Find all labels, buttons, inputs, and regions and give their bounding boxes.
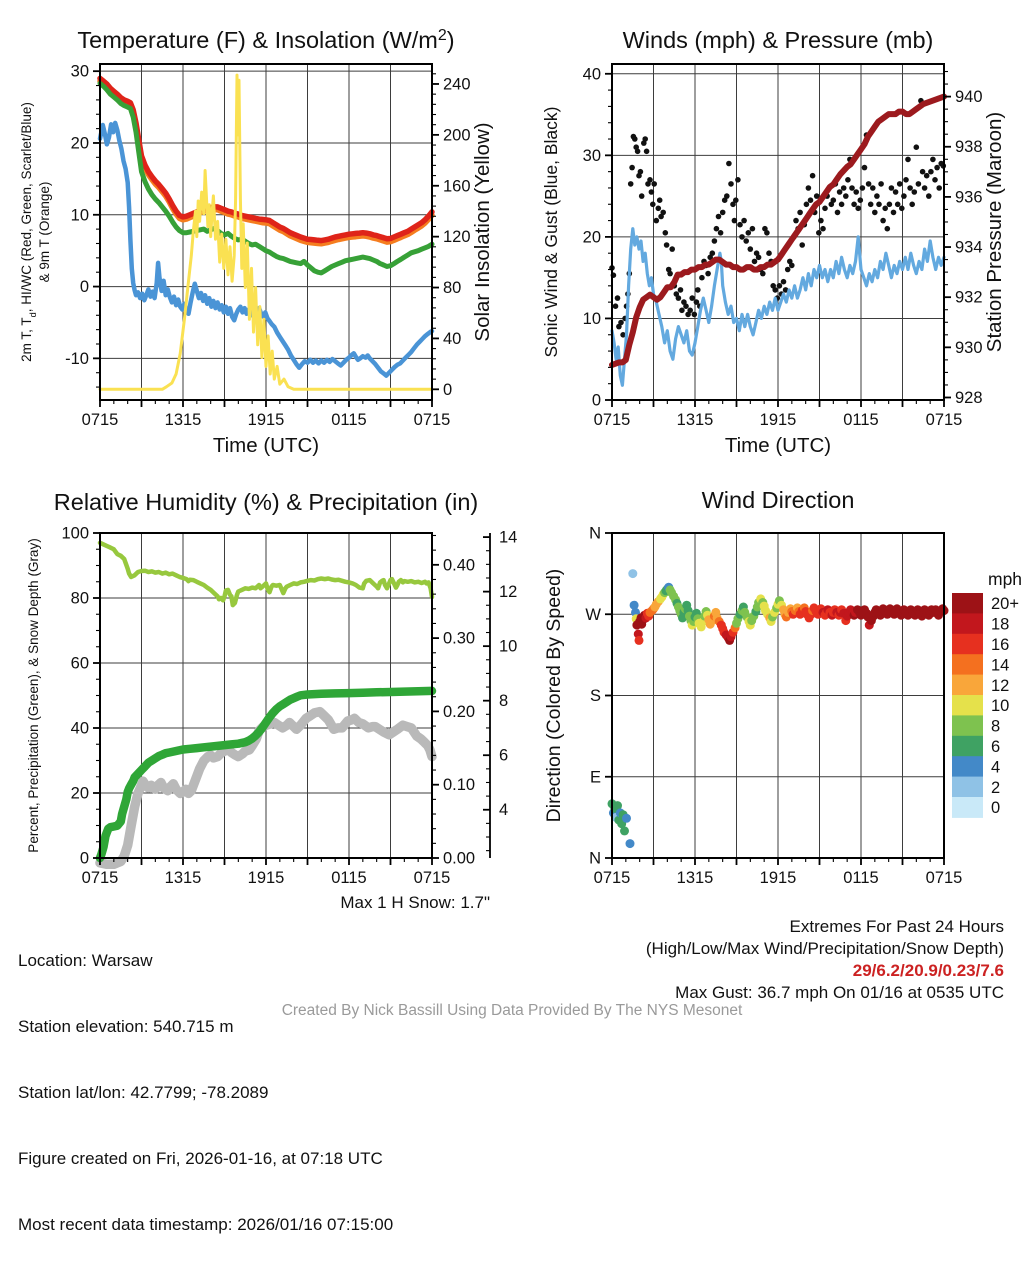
legend-label-4: 4 bbox=[991, 758, 1001, 777]
wind-pressure-chart-ytick: 932 bbox=[955, 288, 983, 307]
legend-swatch-14 bbox=[952, 654, 983, 675]
humidity-precip-chart-ytick: 8 bbox=[499, 692, 509, 711]
wind-direction-chart-ytick: E bbox=[589, 768, 601, 787]
wind-direction-chart bbox=[543, 487, 962, 887]
temp-insolation-chart-ytick: 160 bbox=[443, 177, 471, 196]
wind-pressure-chart-ytick: 938 bbox=[955, 138, 983, 157]
humidity-precip-chart-ytick: 0.30 bbox=[443, 629, 476, 648]
temp-insolation-chart-axis-label: & 9m T (Orange) bbox=[37, 181, 52, 283]
temp-insolation-chart-ytick: 10 bbox=[70, 206, 89, 225]
temp-insolation-chart-ytick: 30 bbox=[70, 62, 89, 81]
temp-insolation-chart bbox=[19, 27, 494, 457]
legend-label-2: 2 bbox=[991, 778, 1001, 797]
wind-direction-chart-xtick: 0715 bbox=[593, 869, 631, 887]
speed-colorbar-legend bbox=[952, 569, 1022, 818]
humidity-precip-chart-xtick: 1915 bbox=[247, 869, 285, 887]
temp-insolation-chart-axis-label: Solar Insolation (Yellow) bbox=[471, 122, 494, 342]
humidity-precip-chart-ytick: 0 bbox=[79, 849, 89, 868]
humidity-precip-chart-ytick: 0.00 bbox=[443, 849, 476, 868]
legend-label-6: 6 bbox=[991, 738, 1001, 756]
legend-label-0: 0 bbox=[991, 799, 1001, 818]
legend-label-10: 10 bbox=[991, 697, 1010, 716]
humidity-precip-chart-ytick: 12 bbox=[499, 583, 518, 602]
humidity-precip-chart-ytick: 100 bbox=[61, 524, 89, 543]
temp-insolation-chart-title: Temperature (F) & Insolation $(W/m^2)$ bbox=[77, 27, 455, 53]
humidity-precip-chart bbox=[26, 489, 517, 887]
humidity-precip-chart-ytick: 0.20 bbox=[443, 702, 476, 721]
temp-insolation-chart-ytick: 0 bbox=[79, 278, 89, 297]
location-line: Location: Warsaw bbox=[18, 951, 153, 970]
legend-swatch-18 bbox=[952, 613, 983, 634]
humidity-precip-chart-axis-label: Percent, Precipitation (Green), & Snow Depth (Gray) bbox=[26, 538, 41, 853]
credit-line: Created By Nick Bassill Using Data Provided By The NYS Mesonet bbox=[281, 1002, 743, 1019]
humidity-precip-chart-ytick: 40 bbox=[70, 719, 89, 738]
humidity-precip-chart-xtick: 0715 bbox=[413, 869, 451, 887]
wind-pressure-chart-xtick: 0115 bbox=[843, 411, 879, 429]
humidity-precip-chart-ytick: 20 bbox=[70, 784, 89, 803]
wind-direction-chart-xtick: 1915 bbox=[759, 869, 797, 887]
temp-insolation-chart-ytick: 200 bbox=[443, 126, 471, 145]
wind-pressure-chart-ytick: 30 bbox=[582, 146, 601, 165]
humidity-precip-chart-xtick: 0115 bbox=[331, 869, 367, 887]
wind-pressure-chart-xtick: 1915 bbox=[759, 411, 797, 429]
wind-direction-chart-xtick: 0715 bbox=[925, 869, 963, 887]
wind-pressure-chart bbox=[541, 27, 1006, 457]
temp-insolation-chart-xtick: 1315 bbox=[164, 411, 202, 429]
legend-swatch-20+ bbox=[952, 593, 983, 614]
legend-swatch-16 bbox=[952, 634, 983, 655]
temp-insolation-chart-ytick: 20 bbox=[70, 134, 89, 153]
legend-label-20+: 20+ bbox=[991, 595, 1019, 614]
humidity-precip-chart-ytick: 60 bbox=[70, 654, 89, 673]
wind-pressure-chart-axis-label: Sonic Wind & Gust (Blue, Black) bbox=[541, 106, 561, 358]
temp-insolation-chart-ytick: 40 bbox=[443, 329, 462, 348]
temp-insolation-chart-xlabel: Time (UTC) bbox=[212, 434, 320, 457]
temp-insolation-chart-xtick: 0715 bbox=[81, 411, 119, 429]
wind-pressure-chart-xtick: 0715 bbox=[593, 411, 631, 429]
wind-pressure-chart-title: Winds (mph) & Pressure (mb) bbox=[622, 27, 934, 53]
max-snow-label: Max 1 H Snow: 1.7" bbox=[340, 893, 490, 912]
humidity-precip-chart-ytick: 14 bbox=[499, 528, 518, 547]
created-line: Figure created on Fri, 2026-01-16, at 07:18 UTC bbox=[18, 1149, 383, 1168]
wind-pressure-chart-ytick: 936 bbox=[955, 188, 983, 207]
extremes-block bbox=[646, 916, 1004, 1004]
wind-pressure-chart-xtick: 1315 bbox=[676, 411, 714, 429]
legend-swatch-8 bbox=[952, 715, 983, 736]
temp-insolation-chart-ytick: 80 bbox=[443, 279, 462, 298]
wind-pressure-chart-axis-label: Station Pressure (Maroon) bbox=[983, 111, 1006, 353]
humidity-precip-chart-xtick: 1315 bbox=[164, 869, 202, 887]
humidity-precip-chart-ytick: 80 bbox=[70, 589, 89, 608]
legend-label-8: 8 bbox=[991, 717, 1001, 736]
wind-pressure-chart-ytick: 934 bbox=[955, 238, 983, 257]
humidity-precip-chart-title: Relative Humidity (%) & Precipitation (in) bbox=[53, 489, 479, 515]
legend-label-18: 18 bbox=[991, 615, 1010, 634]
extremes-subtitle: (High/Low/Max Wind/Precipitation/Snow Depth) bbox=[645, 939, 1004, 958]
humidity-precip-chart-ytick: 10 bbox=[499, 637, 518, 656]
humidity-precip-chart-ytick: 0.40 bbox=[443, 556, 476, 575]
wind-pressure-chart-ytick: 20 bbox=[582, 228, 601, 247]
wind-pressure-chart-ytick: 928 bbox=[955, 388, 983, 407]
wind-pressure-chart-ytick: 40 bbox=[582, 65, 601, 84]
legend-swatch-10 bbox=[952, 695, 983, 716]
legend-label-16: 16 bbox=[991, 636, 1010, 654]
humidity-precip-chart-ytick: 4 bbox=[499, 801, 509, 820]
legend-swatch-12 bbox=[952, 675, 983, 696]
latlon-line: Station lat/lon: 42.7799; -78.2089 bbox=[18, 1083, 269, 1102]
legend-label-12: 12 bbox=[991, 676, 1010, 695]
legend-swatch-2 bbox=[952, 777, 983, 798]
wind-pressure-chart-xlabel: Time (UTC) bbox=[724, 434, 832, 457]
temp-insolation-chart-xtick: 1915 bbox=[247, 411, 285, 429]
temp-insolation-chart-ytick: 0 bbox=[443, 380, 453, 399]
humidity-precip-chart-xtick: 0715 bbox=[81, 869, 119, 887]
temp-insolation-chart-axis-label: 2m T, $T_d$, HI/WC (Red, Green, Scarlet/Blue) bbox=[19, 102, 38, 362]
temp-insolation-chart-ytick: 120 bbox=[443, 228, 471, 247]
wind-direction-chart-xtick: 0115 bbox=[843, 869, 879, 887]
wind-direction-chart-ytick: N bbox=[589, 524, 601, 543]
extremes-title: Extremes For Past 24 Hours bbox=[789, 917, 1004, 936]
wind-direction-chart-title: Wind Direction bbox=[701, 487, 855, 513]
legend-label-14: 14 bbox=[991, 656, 1010, 675]
elevation-line: Station elevation: 540.715 m bbox=[18, 1017, 234, 1036]
extremes-values: 29/6.2/20.9/0.23/7.6 bbox=[852, 961, 1004, 980]
humidity-precip-chart-ytick: 6 bbox=[499, 746, 509, 765]
legend-swatch-0 bbox=[952, 797, 983, 818]
legend-swatch-6 bbox=[952, 736, 983, 757]
temp-insolation-chart-xtick: 0115 bbox=[331, 411, 367, 429]
station-info-block bbox=[18, 906, 393, 1280]
wind-pressure-chart-xtick: 0715 bbox=[925, 411, 963, 429]
temp-insolation-chart-xtick: 0715 bbox=[413, 411, 451, 429]
wind-direction-chart-xtick: 1315 bbox=[676, 869, 714, 887]
wind-pressure-chart-ytick: 930 bbox=[955, 338, 983, 357]
legend-title: mph bbox=[988, 569, 1023, 589]
timestamp-line: Most recent data timestamp: 2026/01/16 07:15:00 bbox=[18, 1215, 394, 1234]
wind-pressure-chart-ytick: 10 bbox=[582, 309, 601, 328]
wind-direction-chart-ytick: S bbox=[589, 687, 601, 705]
max-gust-line: Max Gust: 36.7 mph On 01/16 at 0535 UTC bbox=[675, 983, 1004, 1002]
wind-pressure-chart-ytick: 940 bbox=[955, 88, 983, 107]
wind-direction-chart-ytick: W bbox=[585, 605, 601, 624]
temp-insolation-chart-ytick: 240 bbox=[443, 75, 471, 94]
wind-direction-chart-ytick: N bbox=[589, 849, 601, 868]
wind-direction-chart-axis-label: Direction (Colored By Speed) bbox=[543, 568, 565, 823]
wind-pressure-chart-ytick: 0 bbox=[591, 391, 601, 410]
temp-insolation-chart-ytick: -10 bbox=[65, 349, 89, 368]
humidity-precip-chart-ytick: 0.10 bbox=[443, 776, 476, 795]
legend-swatch-4 bbox=[952, 756, 983, 777]
